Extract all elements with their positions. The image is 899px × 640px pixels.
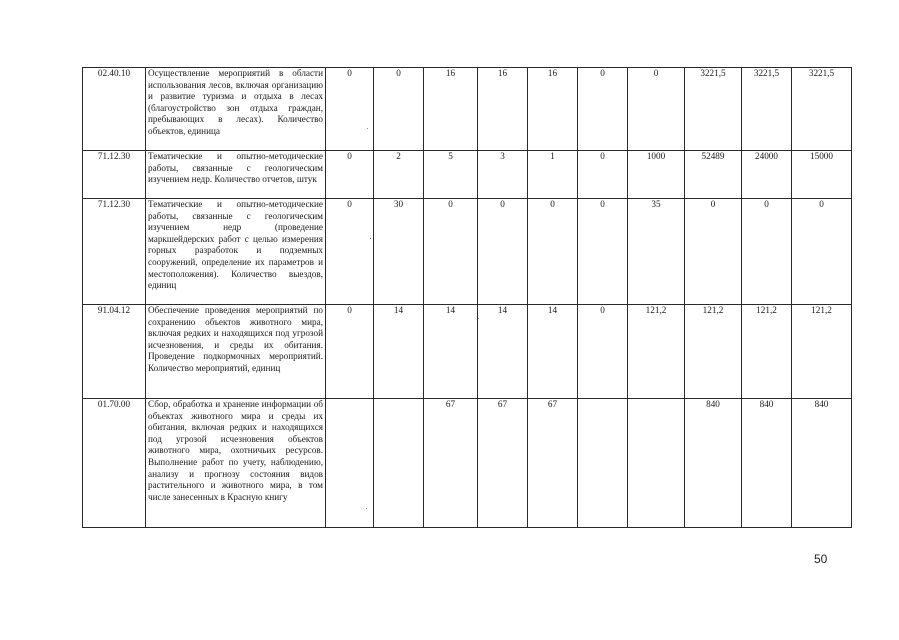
row-value: 14: [478, 305, 528, 399]
row-value: 0: [685, 199, 742, 305]
row-value: 0: [578, 305, 628, 399]
row-value: 16: [528, 68, 578, 151]
row-value: 0: [578, 68, 628, 151]
row-value: 0: [792, 199, 852, 305]
row-value: 3: [478, 151, 528, 199]
row-value: 0: [628, 68, 685, 151]
row-value: [374, 399, 424, 528]
row-value: 0: [478, 199, 528, 305]
table-body: [83, 68, 852, 528]
row-value: 14: [424, 305, 478, 399]
data-table: [82, 67, 852, 528]
row-value: 5: [424, 151, 478, 199]
row-value: 840: [742, 399, 792, 528]
row-value: 2: [374, 151, 424, 199]
row-value: 0: [424, 199, 478, 305]
row-value: 16: [478, 68, 528, 151]
row-value: 1000: [628, 151, 685, 199]
table-row: [83, 151, 852, 199]
row-description: Сбор, обработка и хранение информации об объектах животного мира и среды их обитания, включая редких и находящихся под угрозой исчезновения объектов животного мира, охотничьих ресурсов. Выполнение работ по учету, наблюдению, анализу и прогнозу состояния видов растительного и животного мира, в том числе занесенных в Красную книгу: [146, 399, 326, 528]
row-value: 30: [374, 199, 424, 305]
row-value: 0: [578, 199, 628, 305]
table-row: [83, 399, 852, 528]
row-value: 16: [424, 68, 478, 151]
row-value: [578, 399, 628, 528]
row-value: 121,2: [792, 305, 852, 399]
row-value: 121,2: [742, 305, 792, 399]
scan-speck: [370, 238, 371, 239]
row-value: 15000: [792, 151, 852, 199]
row-value: 840: [792, 399, 852, 528]
table-row: [83, 68, 852, 151]
row-value: 67: [478, 399, 528, 528]
row-description: Тематические и опытно-методические работы, связанные с геологическим изучением недр (проведение маркшейдерских работ с целью измерения горных разработок и подземных сооружений, определение их параметров и местоположения). Количество выездов, единиц: [146, 199, 326, 305]
row-value: 0: [326, 199, 374, 305]
row-code: 91.04.12: [83, 305, 146, 399]
row-value: 3221,5: [685, 68, 742, 151]
row-code: 02.40.10: [83, 68, 146, 151]
row-code: 71.12.30: [83, 151, 146, 199]
table-row: [83, 305, 852, 399]
row-value: 0: [326, 305, 374, 399]
row-value: 121,2: [628, 305, 685, 399]
row-value: 67: [528, 399, 578, 528]
row-description: Тематические и опытно-методические работы, связанные с геологическим изучением недр. Количество отчетов, штук: [146, 151, 326, 199]
row-description: Осуществление мероприятий в области использования лесов, включая организацию и развитие туризма и отдыха в лесах (благоустройство зон отдыха граждан, пребывающих в лесах). Количество объектов, единица: [146, 68, 326, 151]
scan-speck: [367, 128, 368, 129]
page-number: 50: [814, 552, 828, 566]
table-row: [83, 199, 852, 305]
row-value: 35: [628, 199, 685, 305]
row-value: 52489: [685, 151, 742, 199]
scan-speck: [366, 508, 367, 509]
document-page: [82, 67, 851, 528]
row-value: 1: [528, 151, 578, 199]
row-value: 0: [578, 151, 628, 199]
row-code: 71.12.30: [83, 199, 146, 305]
row-value: 67: [424, 399, 478, 528]
row-value: 0: [326, 151, 374, 199]
scan-speck: [478, 318, 479, 319]
row-code: 01.70.00: [83, 399, 146, 528]
row-value: 0: [528, 199, 578, 305]
row-value: 0: [374, 68, 424, 151]
row-value: 14: [528, 305, 578, 399]
row-value: 24000: [742, 151, 792, 199]
row-value: 0: [326, 68, 374, 151]
row-value: [628, 399, 685, 528]
row-value: 0: [742, 199, 792, 305]
row-value: 121,2: [685, 305, 742, 399]
row-value: 14: [374, 305, 424, 399]
row-value: 3221,5: [742, 68, 792, 151]
row-value: 840: [685, 399, 742, 528]
row-value: 3221,5: [792, 68, 852, 151]
row-description: Обеспечение проведения мероприятий по сохранению объектов животного мира, включая редких и находящихся под угрозой исчезновения, и среды их обитания. Проведение подкормочных мероприятий. Количество мероприятий, единиц: [146, 305, 326, 399]
